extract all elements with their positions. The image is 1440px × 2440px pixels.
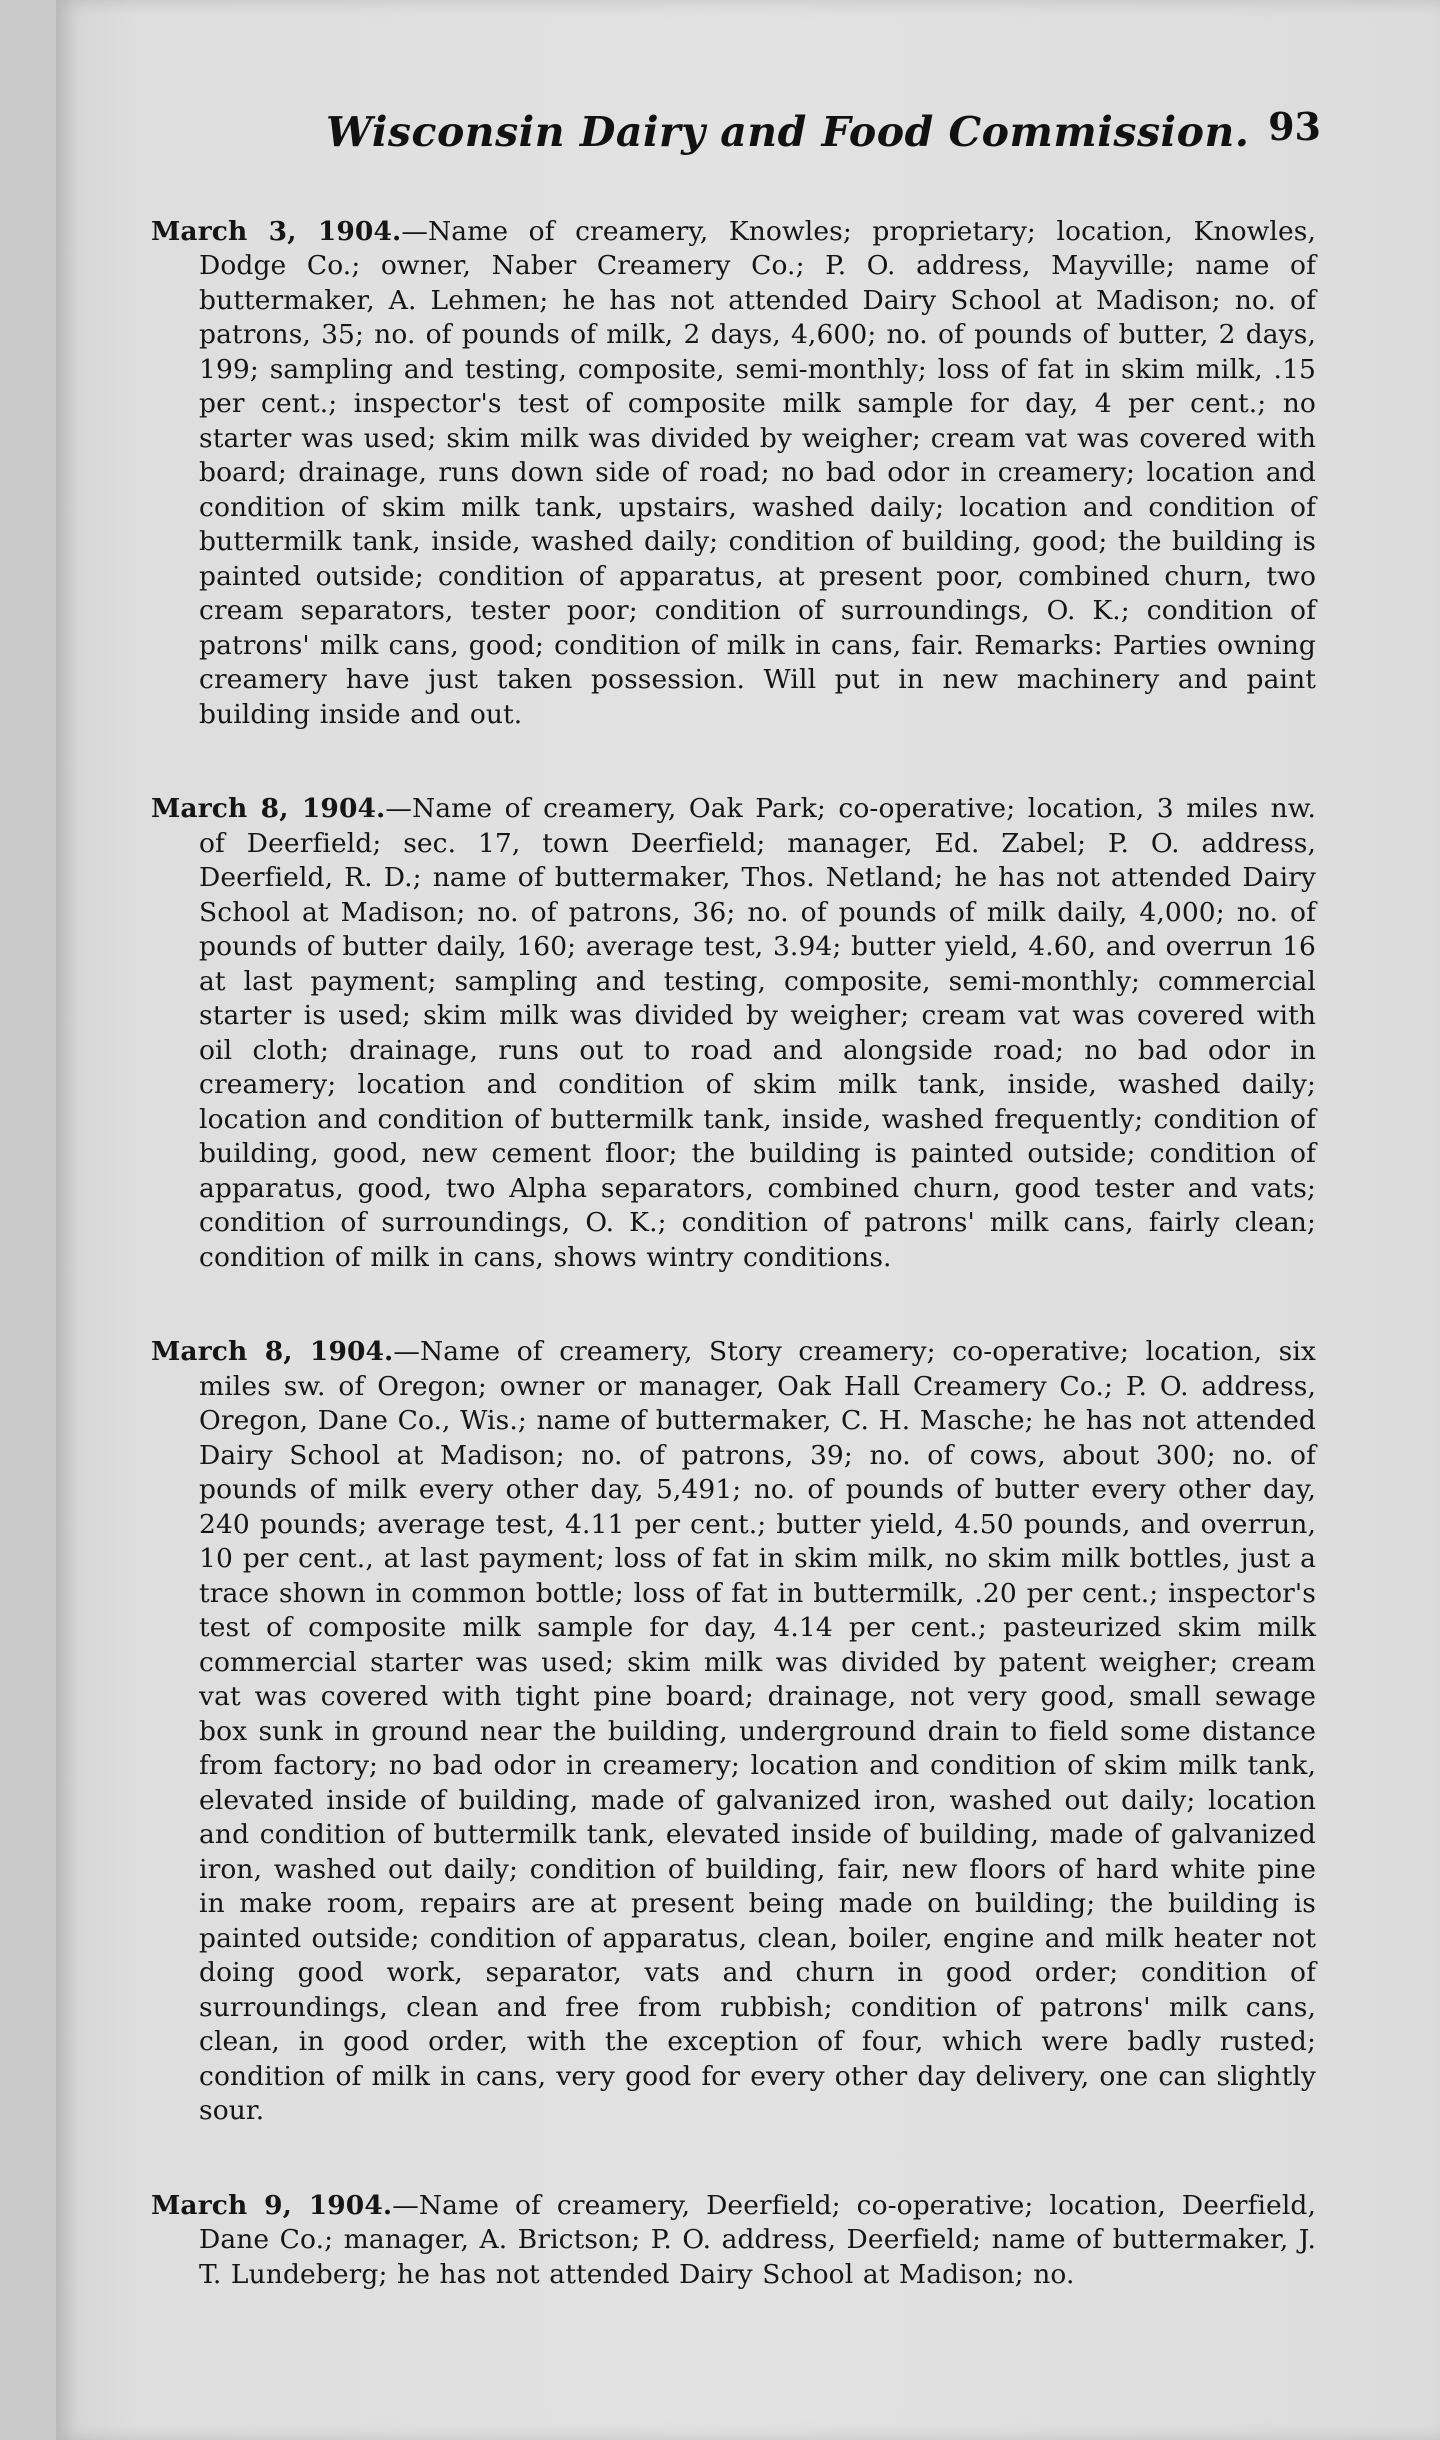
entry-text: —Name of creamery, Story creamery; co-operative; location, six miles sw. of Oregon; owner or manager, Oak Hall Creamery Co.; P. O. address, Oregon, Dane Co., Wis.; name of buttermaker, C. H. Masche; he has not attended Dairy School at Madison; no. of patrons, 39; no. of cows, about 300; no. of pounds of milk every other day, 5,491; no. of pounds of butter every other day, 240 pounds; average test, 4.11 per cent.; butter yield, 4.50 pounds, and overrun, 10 per cent., at last payment; loss of fat in skim milk, no skim milk bottles, just a trace shown in common bottle; loss of fat in buttermilk, .20 per cent.; inspector's test of composite milk sample for day, 4.14 per cent.; pasteurized skim milk commercial starter was used; skim milk was divided by patent weigher; cream vat was covered with tight pine board; drainage, not very good, small sewage box sunk in ground near the building, underground drain to field some distance from factory; no bad odor in creamery; location and condition of skim milk tank, elevated inside of building, made of galvanized iron, washed out daily; location and condition of buttermilk tank, elevated inside of building, made of galvanized iron, washed out daily; condition of building, fair, new floors of hard white pine in make room, repairs are at present being made on building; the building is painted outside; condition of apparatus, clean, boiler, engine and milk heater not doing good work, separator, vats and churn in good order; condition of surroundings, clean and free from rubbish; condition of patrons' milk cans, clean, in good order, with the exception of four, which were badly rusted; condition of milk in cans, very good for every other day delivery, one can slightly sour.	[199, 1336, 1316, 2126]
entry-date: March 8, 1904.	[151, 793, 386, 824]
inspection-entries	[151, 188, 1316, 2292]
entry-story-creamery	[151, 1335, 1316, 2129]
entry-deerfield	[151, 2189, 1316, 2293]
page-number: 93	[1268, 104, 1321, 149]
entry-date: March 9, 1904.	[151, 2189, 393, 2221]
entry-oak-park	[151, 792, 1316, 1275]
running-title: Wisconsin Dairy and Food Commission.	[326, 108, 1250, 156]
entry-text: —Name of creamery, Deerfield; co-operative; location, Deerfield, Dane Co.; manager, A. Brictson; P. O. address, Deerfield; name of buttermaker, J. T. Lundeberg; he has not attended Dairy School at Madison; no.	[199, 2189, 1316, 2290]
entry-text: —Name of creamery, Oak Park; co-operative; location, 3 miles nw. of Deerfield; sec. 17, town Deerfield; manager, Ed. Zabel; P. O. address, Deerfield, R. D.; name of buttermaker, Thos. Netland; he has not attended Dairy School at Madison; no. of patrons, 36; no. of pounds of milk daily, 4,000; no. of pounds of butter daily, 160; average test, 3.94; butter yield, 4.60, and overrun 16 at last payment; sampling and testing, composite, semi-monthly; commercial starter is used; skim milk was divided by weigher; cream vat was covered with oil cloth; drainage, runs out to road and alongside road; no bad odor in creamery; location and condition of skim milk tank, inside, washed daily; location and condition of buttermilk tank, inside, washed frequently; condition of building, good, new cement floor; the building is painted outside; condition of apparatus, good, two Alpha separators, combined churn, good tester and vats; condition of surroundings, O. K.; condition of patrons' milk cans, fairly clean; condition of milk in cans, shows wintry conditions.	[199, 793, 1316, 1273]
entry-date: March 8, 1904.	[151, 1336, 394, 1367]
page-header	[271, 100, 1321, 170]
entry-text: —Name of creamery, Knowles; proprietary; location, Knowles, Dodge Co.; owner, Naber Creamery Co.; P. O. address, Mayville; name of buttermaker, A. Lehmen; he has not attended Dairy School at Madison; no. of patrons, 35; no. of pounds of milk, 2 days, 4,600; no. of pounds of butter, 2 days, 199; sampling and testing, composite, semi-monthly; loss of fat in skim milk, .15 per cent.; inspector's test of composite milk sample for day, 4 per cent.; no starter was used; skim milk was divided by weigher; cream vat was covered with board; drainage, runs down side of road; no bad odor in creamery; location and condition of skim milk tank, upstairs, washed daily; location and condition of buttermilk tank, inside, washed daily; condition of building, good; the building is painted outside; condition of apparatus, at present poor, combined churn, two cream separators, tester poor; condition of surroundings, O. K.; condition of patrons' milk cans, good; condition of milk in cans, fair. Remarks: Parties owning creamery have just taken possession. Will put in new machinery and paint building inside and out.	[199, 215, 1316, 730]
entry-date: March 3, 1904.	[151, 215, 402, 247]
page	[56, 0, 1440, 2440]
entry-knowles	[151, 215, 1316, 733]
